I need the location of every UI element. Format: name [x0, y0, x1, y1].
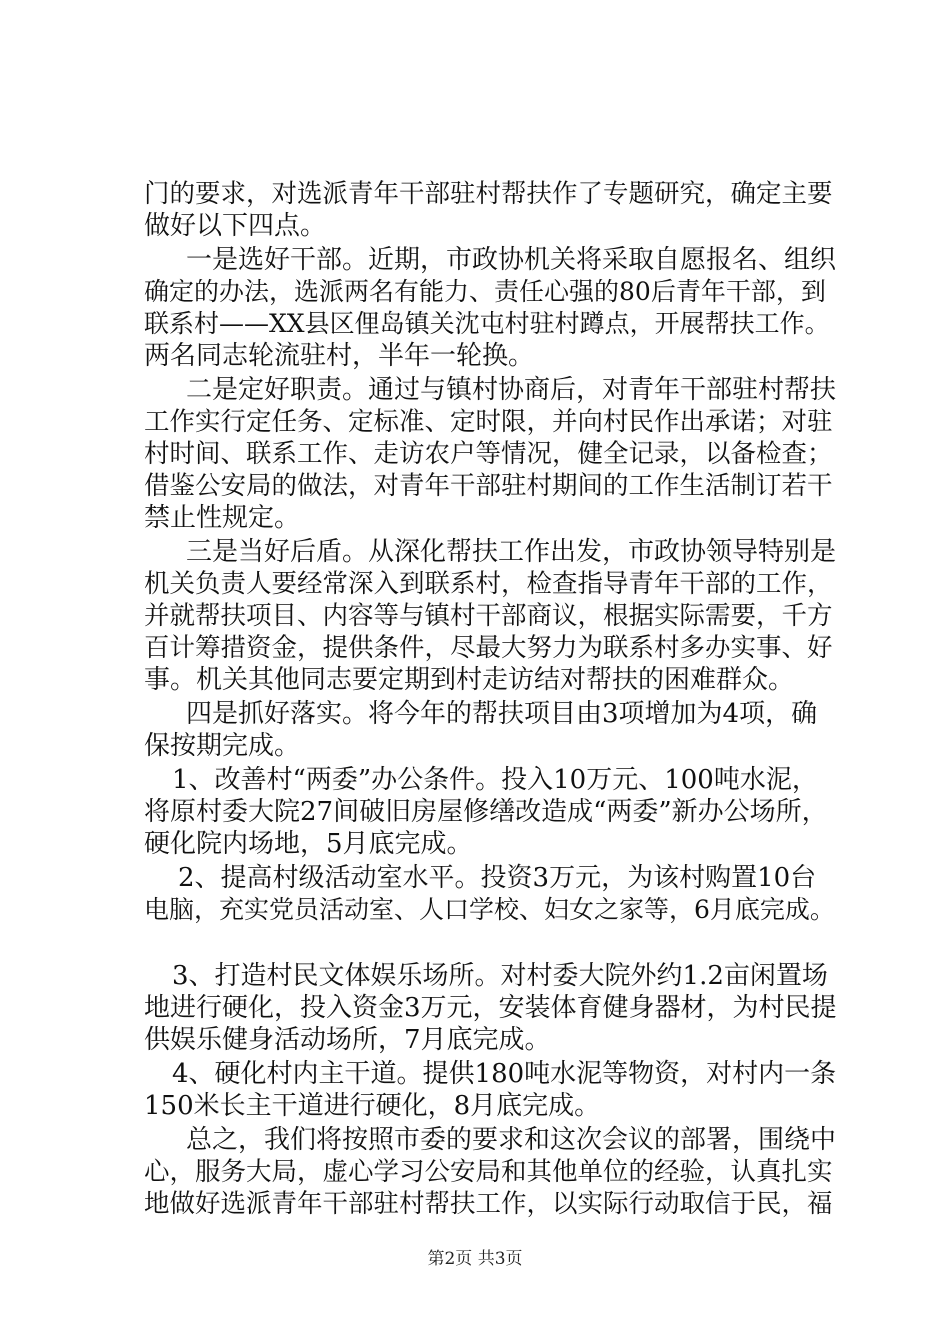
text-line: 并就帮扶项目、内容等与镇村干部商议，根据实际需要，千方: [144, 601, 833, 631]
text-line: 总之，我们将按照市委的要求和这次会议的部署，围绕中: [186, 1125, 837, 1155]
text-line: 一是选好干部。近期，市政协机关将采取自愿报名、组织: [186, 245, 837, 275]
text-line: 硬化院内场地，5月底完成。: [144, 829, 473, 859]
text-line: 机关负责人要经常深入到联系村，检查指导青年干部的工作，: [144, 569, 833, 599]
text-line: 保按期完成。: [144, 731, 301, 761]
text-line: 工作实行定任务、定标准、定时限，并向村民作出承诺；对驻: [144, 407, 833, 437]
text-line: 150米长主干道进行硬化，8月底完成。: [144, 1091, 601, 1121]
text-line: 4、硬化村内主干道。提供180吨水泥等物资，对村内一条: [172, 1059, 837, 1089]
text-line: 地进行硬化，投入资金3万元，安装体育健身器材，为村民提: [144, 993, 837, 1023]
text-line: 供娱乐健身活动场所，7月底完成。: [144, 1025, 551, 1055]
text-line: 将原村委大院27间破旧房屋修缮改造成“两委”新办公场所，: [144, 797, 828, 827]
text-line: 做好以下四点。: [144, 211, 327, 241]
text-line: 百计筹措资金，提供条件，尽最大努力为联系村多办实事、好: [144, 633, 833, 663]
page-number-footer: 第2页 共3页: [427, 1249, 523, 1269]
text-line: 二是定好职责。通过与镇村协商后，对青年干部驻村帮扶: [186, 375, 837, 405]
text-line: 确定的办法，选派两名有能力、责任心强的80后青年干部，到: [144, 277, 826, 306]
text-line: 事。机关其他同志要定期到村走访结对帮扶的困难群众。: [144, 665, 795, 695]
text-line: 2、提高村级活动室水平。投资3万元，为该村购置10台: [178, 863, 817, 893]
text-line: 借鉴公安局的做法，对青年干部驻村期间的工作生活制订若干: [144, 471, 833, 501]
text-line: 四是抓好落实。将今年的帮扶项目由3项增加为4项，确: [186, 699, 818, 729]
text-line: 1、改善村“两委”办公条件。投入10万元、100吨水泥，: [172, 765, 818, 795]
text-line: 门的要求，对选派青年干部驻村帮扶作了专题研究，确定主要: [144, 179, 833, 209]
text-line: 禁止性规定。: [144, 503, 301, 533]
text-line: 两名同志轮流驻村，半年一轮换。: [144, 341, 535, 371]
text-line: 村时间、联系工作、走访农户等情况，健全记录，以备检查；: [144, 439, 833, 469]
text-line: 地做好选派青年干部驻村帮扶工作，以实际行动取信于民，福: [144, 1189, 833, 1219]
text-line: 三是当好后盾。从深化帮扶工作出发，市政协领导特别是: [186, 537, 837, 567]
text-line: 心，服务大局，虚心学习公安局和其他单位的经验，认真扎实: [144, 1157, 833, 1187]
text-line: 3、打造村民文体娱乐场所。对村委大院外约1.2亩闲置场: [172, 961, 828, 991]
text-line: 联系村——XX县区俚岛镇关沈屯村驻村蹲点，开展帮扶工作。: [144, 309, 830, 338]
text-line: 电脑，充实党员活动室、人口学校、妇女之家等，6月底完成。: [144, 895, 835, 924]
